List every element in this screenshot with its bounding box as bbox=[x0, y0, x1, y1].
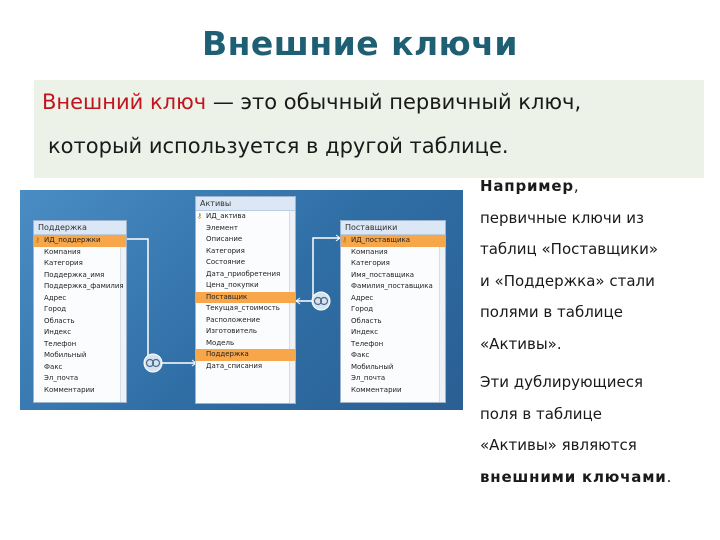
field-row[interactable]: Расположение bbox=[206, 315, 261, 324]
field-row[interactable]: Эл_почта bbox=[44, 374, 79, 382]
field-row[interactable]: Категория bbox=[206, 246, 245, 255]
foreign-keys-term: внешними ключами bbox=[480, 467, 667, 486]
definition-line-1 bbox=[42, 90, 581, 114]
field-row[interactable]: Город bbox=[44, 305, 67, 313]
field-row[interactable]: Компания bbox=[44, 247, 81, 256]
definition-box bbox=[34, 80, 704, 178]
table-suppliers-fields bbox=[341, 235, 445, 396]
table-assets-fields bbox=[196, 211, 295, 372]
table-suppliers[interactable] bbox=[340, 220, 446, 403]
field-row[interactable]: Телефон bbox=[44, 339, 77, 348]
field-row[interactable]: Телефон bbox=[351, 339, 384, 348]
table-suppliers-title: Поставщики bbox=[341, 221, 445, 235]
field-row[interactable]: Индекс bbox=[351, 328, 379, 336]
definition-rest: — это обычный первичный ключ, bbox=[206, 90, 582, 114]
field-row[interactable]: Мобильный bbox=[44, 351, 87, 359]
definition-term: Внешний ключ bbox=[42, 90, 207, 114]
example-paragraph: Например, первичные ключи из таблиц «Поставщики» и «Поддержка» стали полями в таблице «Активы». bbox=[480, 176, 705, 365]
field-row[interactable]: Адрес bbox=[44, 293, 67, 302]
page-title: Внешние ключи bbox=[201, 24, 519, 63]
field-row[interactable]: Поддержка_имя bbox=[44, 270, 105, 279]
table-support[interactable] bbox=[33, 220, 127, 403]
field-row[interactable]: Состояние bbox=[206, 258, 246, 266]
field-row[interactable]: Адрес bbox=[351, 293, 374, 302]
table-assets-title: Активы bbox=[196, 197, 295, 211]
field-row[interactable]: Фамилия_поставщика bbox=[351, 282, 433, 290]
example-label: Например bbox=[480, 177, 574, 195]
field-row[interactable]: Цена_покупки bbox=[206, 281, 259, 289]
field-row[interactable]: Поддержка_фамилия bbox=[44, 282, 124, 290]
field-row[interactable]: Поставщик bbox=[196, 292, 295, 304]
foreign-keys-paragraph bbox=[480, 372, 705, 498]
example-line: полями в таблице bbox=[480, 303, 623, 321]
field-row[interactable]: Факс bbox=[351, 351, 370, 359]
join-icon bbox=[312, 292, 330, 310]
field-row[interactable]: Модель bbox=[206, 338, 235, 347]
field-row[interactable]: Категория bbox=[44, 259, 83, 267]
table-support-title: Поддержка bbox=[34, 221, 126, 235]
field-row[interactable]: Факс bbox=[44, 362, 63, 371]
field-row[interactable]: Эл_почта bbox=[351, 374, 386, 382]
field-row[interactable]: Область bbox=[351, 316, 382, 325]
field-row[interactable]: Изготовитель bbox=[206, 327, 257, 335]
field-row[interactable]: Компания bbox=[351, 247, 388, 256]
definition-line-2: который используется в другой таблице. bbox=[48, 134, 509, 158]
example-line: и «Поддержка» стали bbox=[480, 271, 655, 290]
example-line: «Активы». bbox=[480, 334, 562, 353]
example-line: первичные ключи из bbox=[480, 208, 645, 227]
explanation-line: Эти дублирующиеся bbox=[480, 373, 643, 391]
field-row[interactable]: Описание bbox=[206, 235, 243, 243]
table-assets[interactable] bbox=[195, 196, 296, 404]
field-row[interactable]: Комментарии bbox=[351, 385, 402, 394]
explanation-end: . bbox=[666, 467, 672, 486]
table-support-fields bbox=[34, 235, 126, 396]
field-row[interactable]: Город bbox=[351, 305, 374, 313]
field-row[interactable]: ⚷ ИД_поставщика bbox=[341, 235, 445, 247]
field-row[interactable]: Категория bbox=[351, 259, 390, 267]
field-row[interactable]: Дата_списания bbox=[206, 361, 263, 370]
field-row[interactable]: Область bbox=[44, 316, 75, 325]
field-row[interactable]: Поддержка bbox=[196, 349, 295, 361]
relationships-diagram bbox=[20, 190, 463, 410]
field-row[interactable]: Дата_приобретения bbox=[206, 269, 281, 278]
field-row[interactable]: Мобильный bbox=[351, 362, 394, 371]
field-row[interactable]: Имя_поставщика bbox=[351, 270, 415, 279]
field-row[interactable]: Комментарии bbox=[44, 385, 95, 394]
example-line: таблиц «Поставщики» bbox=[480, 240, 659, 258]
explanation-line: поля в таблице bbox=[480, 404, 602, 423]
field-row[interactable]: ⚷ ИД_актива bbox=[196, 211, 295, 223]
field-row[interactable]: ⚷ ИД_поддержки bbox=[34, 235, 126, 247]
field-row[interactable]: Индекс bbox=[44, 328, 72, 336]
field-row[interactable]: Текущая_стоимость bbox=[206, 304, 280, 312]
explanation-line: «Активы» являются bbox=[480, 436, 637, 454]
join-icon bbox=[144, 354, 162, 372]
field-row[interactable]: Элемент bbox=[206, 223, 238, 232]
